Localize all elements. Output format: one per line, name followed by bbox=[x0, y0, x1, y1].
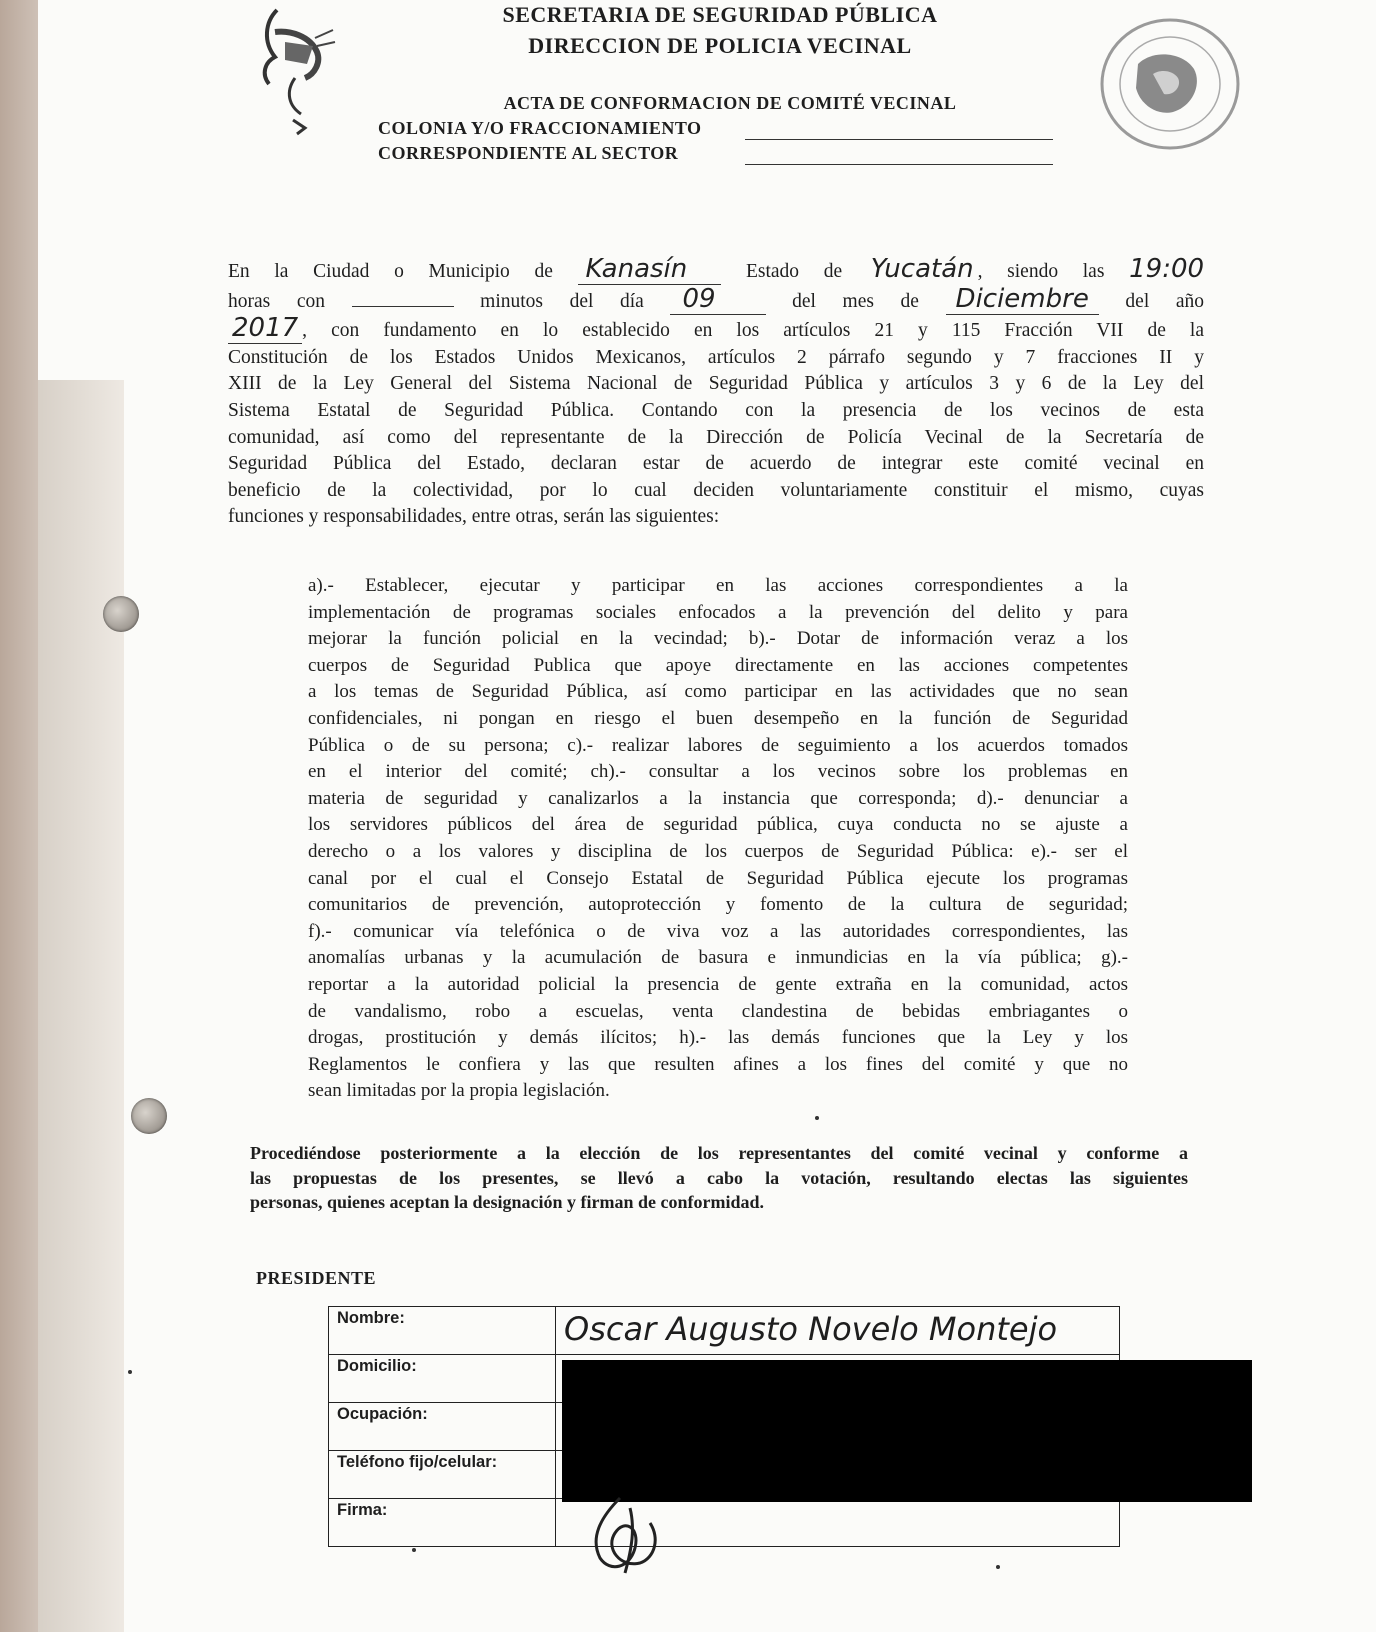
functions-line: derecho o a los valores y disciplina de los cuerpos de Seguridad Pública: e).- ser el bbox=[308, 840, 1128, 862]
paper-fold bbox=[38, 380, 128, 1632]
presidente-heading: PRESIDENTE bbox=[256, 1268, 377, 1288]
domicilio-label: Domicilio: bbox=[329, 1355, 556, 1403]
closing-line: Procediéndose posteriormente a la elección de los representantes del comité vecinal y conforme a bbox=[250, 1143, 1188, 1163]
intro-line bbox=[228, 315, 1204, 345]
text-fragment: del mes de bbox=[792, 290, 919, 312]
intro-line: Sistema Estatal de Seguridad Pública. Contando con la presencia de los vecinos de esta bbox=[228, 399, 1204, 421]
intro-line: Seguridad Pública del Estado, declaran estar de acuerdo de integrar este comité vecinal en bbox=[228, 453, 1204, 475]
functions-line: implementación de programas sociales enfocados a la prevención del delito y para bbox=[308, 601, 1128, 623]
text-fragment: , con fundamento en lo establecido en los artículos 21 y 115 Fracción VII de la bbox=[302, 320, 1204, 342]
intro-line: XIII de la Ley General del Sistema Nacional de Seguridad Pública y artículos 3 y 6 de la Ley del bbox=[228, 373, 1204, 395]
functions-line: canal por el cual el Consejo Estatal de Seguridad Pública ejecute los programas bbox=[308, 867, 1128, 889]
functions-line: Pública o de su persona; c).- realizar labores de seguimiento a los acuerdos tomados bbox=[308, 734, 1128, 756]
text-fragment: , siendo las bbox=[977, 261, 1105, 282]
punch-hole bbox=[131, 1098, 167, 1134]
functions-line: en el interior del comité; ch).- consultar a los vecinos sobre los problemas en bbox=[308, 761, 1128, 783]
nombre-label: Nombre: bbox=[329, 1307, 556, 1355]
speck bbox=[412, 1548, 416, 1552]
closing-line: las propuestas de los presentes, se llevó a cabo la votación, resultando electas las siguientes bbox=[250, 1167, 1188, 1188]
telefono-label: Teléfono fijo/celular: bbox=[329, 1451, 556, 1499]
functions-line: reportar a la autoridad policial la presencia de gente extraña en la comunidad, actos bbox=[308, 973, 1128, 995]
functions-line: materia de seguridad y canalizarlos a la instancia que corresponda; d).- denunciar a bbox=[308, 787, 1128, 809]
closing-paragraph bbox=[250, 1141, 1188, 1215]
punch-hole bbox=[103, 596, 139, 632]
colonia-label: COLONIA Y/O FRACCIONAMIENTO bbox=[378, 118, 702, 138]
handwritten-hora: 19:00 bbox=[1129, 254, 1205, 284]
acta-title: ACTA DE CONFORMACION DE COMITÉ VECINAL bbox=[503, 93, 957, 113]
functions-line: mejorar la función policial en la vecindad; b).- Dotar de información veraz a los bbox=[308, 628, 1128, 650]
intro-line bbox=[228, 256, 1204, 286]
intro-line: Constitución de los Estados Unidos Mexicanos, artículos 2 párrafo segundo y 7 fracciones II y bbox=[228, 346, 1204, 368]
functions-line: los servidores públicos del área de seguridad pública, cuya conducta no se ajuste a bbox=[308, 814, 1128, 836]
consejo-seal-stamp bbox=[1098, 14, 1243, 154]
handwritten-anio: 2017 bbox=[228, 313, 302, 344]
redaction-box bbox=[562, 1360, 1252, 1502]
table-row bbox=[329, 1307, 1120, 1355]
handwritten-signature bbox=[580, 1488, 680, 1578]
header-direccion: DIRECCION DE POLICIA VECINAL bbox=[528, 33, 912, 58]
functions-line: a los temas de Seguridad Pública, así como participar en las actividades que no sean bbox=[308, 681, 1128, 703]
handwritten-municipio: Kanasín bbox=[578, 254, 722, 285]
text-fragment: del año bbox=[1125, 290, 1204, 312]
functions-line: sean limitadas por la propia legislación. bbox=[308, 1080, 610, 1102]
sector-label: CORRESPONDIENTE AL SECTOR bbox=[378, 143, 679, 163]
functions-line: cuerpos de Seguridad Publica que apoye directamente en las acciones competentes bbox=[308, 654, 1128, 676]
functions-line: de vandalismo, robo a escuelas, venta clandestina de bebidas embriagantes o bbox=[308, 1000, 1128, 1022]
text-fragment: horas con bbox=[228, 290, 325, 312]
police-emblem-logo bbox=[255, 2, 345, 142]
functions-line: drogas, prostitución y demás ilícitos; h).- las demás funciones que la Ley y los bbox=[308, 1027, 1128, 1049]
functions-paragraph bbox=[308, 573, 1128, 1105]
handwritten-dia: 09 bbox=[670, 284, 765, 315]
nombre-value: Oscar Augusto Novelo Montejo bbox=[556, 1307, 1120, 1355]
intro-line: comunidad, así como del representante de la Dirección de Policía Vecinal de la Secretaría de bbox=[228, 426, 1204, 448]
closing-line: personas, quienes aceptan la designación y firman de conformidad. bbox=[250, 1192, 765, 1212]
speck bbox=[996, 1565, 1000, 1569]
sector-blank-line bbox=[745, 164, 1053, 165]
table-row bbox=[329, 1499, 1120, 1547]
functions-line: a).- Establecer, ejecutar y participar en las acciones correspondientes a la bbox=[308, 575, 1128, 596]
text-fragment: minutos del día bbox=[480, 290, 644, 312]
intro-line: beneficio de la colectividad, por lo cual deciden voluntariamente constituir el mismo, cuyas bbox=[228, 479, 1204, 501]
handwritten-estado: Yucatán bbox=[870, 254, 974, 284]
functions-line: confidenciales, ni pongan en riesgo el buen desempeño en la función de Seguridad bbox=[308, 707, 1128, 729]
intro-line bbox=[228, 283, 1204, 316]
functions-line: comunitarios de prevención, autoprotección y fomento de la cultura de seguridad; bbox=[308, 894, 1128, 916]
speck bbox=[128, 1370, 132, 1374]
functions-line: f).- comunicar vía telefónica o de viva voz a las autoridades correspondientes, las bbox=[308, 920, 1128, 942]
firma-label: Firma: bbox=[329, 1499, 556, 1547]
text-fragment: En la Ciudad o Municipio de bbox=[228, 261, 553, 282]
header-secretaria: SECRETARIA DE SEGURIDAD PÚBLICA bbox=[502, 2, 938, 27]
text-fragment: Estado de bbox=[745, 261, 843, 282]
intro-line: funciones y responsabilidades, entre otras, serán las siguientes: bbox=[228, 506, 720, 528]
ocupacion-label: Ocupación: bbox=[329, 1403, 556, 1451]
intro-paragraph bbox=[228, 256, 1204, 531]
colonia-blank-line bbox=[745, 139, 1053, 140]
functions-line: anomalías urbanas y la acumulación de basura e inmundicias en la vía pública; g).- bbox=[308, 947, 1128, 969]
handwritten-mes: Diciembre bbox=[946, 284, 1099, 315]
functions-line: Reglamentos le confiera y las que resulten afines a los fines del comité y que no bbox=[308, 1053, 1128, 1075]
minutos-blank-line bbox=[352, 306, 454, 307]
speck bbox=[815, 1116, 819, 1120]
